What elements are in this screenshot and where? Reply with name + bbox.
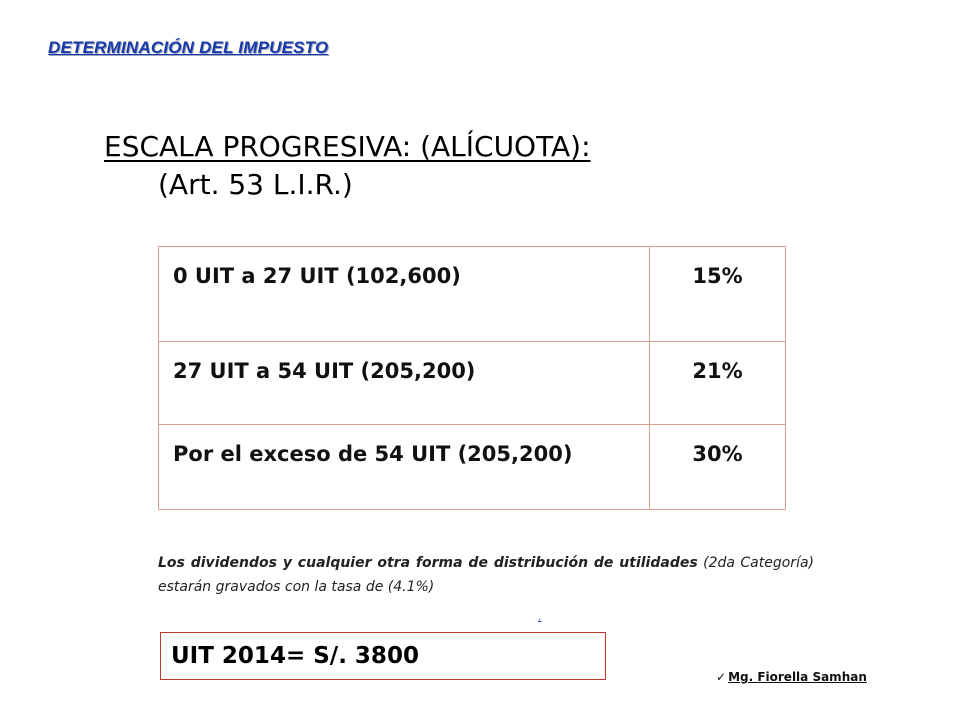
range-cell: Por el exceso de 54 UIT (205,200): [159, 425, 650, 510]
rate-cell: 30%: [650, 425, 786, 510]
dividend-note: [158, 551, 814, 599]
table-row: [159, 247, 786, 342]
link-mark[interactable]: .: [538, 612, 542, 623]
author-name: Mg. Fiorella Samhan: [728, 670, 867, 684]
author-credit: [716, 670, 867, 684]
uit-value-box: UIT 2014= S/. 3800: [160, 632, 606, 680]
heading-scale-title: ESCALA PROGRESIVA: (ALÍCUOTA):: [104, 130, 591, 163]
dividend-note-rest: (2da Categoría) estarán gravados con la tasa de (4.1%): [158, 555, 814, 595]
dividend-note-bold: Los dividendos y cualquier otra forma de distribución de utilidades: [158, 555, 698, 571]
rate-cell: 15%: [650, 247, 786, 342]
range-cell: 0 UIT a 27 UIT (102,600): [159, 247, 650, 342]
checkmark-icon: ✓: [716, 670, 727, 684]
tax-rates-table: [158, 246, 786, 510]
table-row: [159, 425, 786, 510]
heading-article-reference: (Art. 53 L.I.R.): [158, 167, 353, 201]
rate-cell: 21%: [650, 342, 786, 425]
range-cell: 27 UIT a 54 UIT (205,200): [159, 342, 650, 425]
heading: [104, 128, 591, 204]
table-row: [159, 342, 786, 425]
section-header-title: DETERMINACIÓN DEL IMPUESTO: [48, 38, 329, 57]
